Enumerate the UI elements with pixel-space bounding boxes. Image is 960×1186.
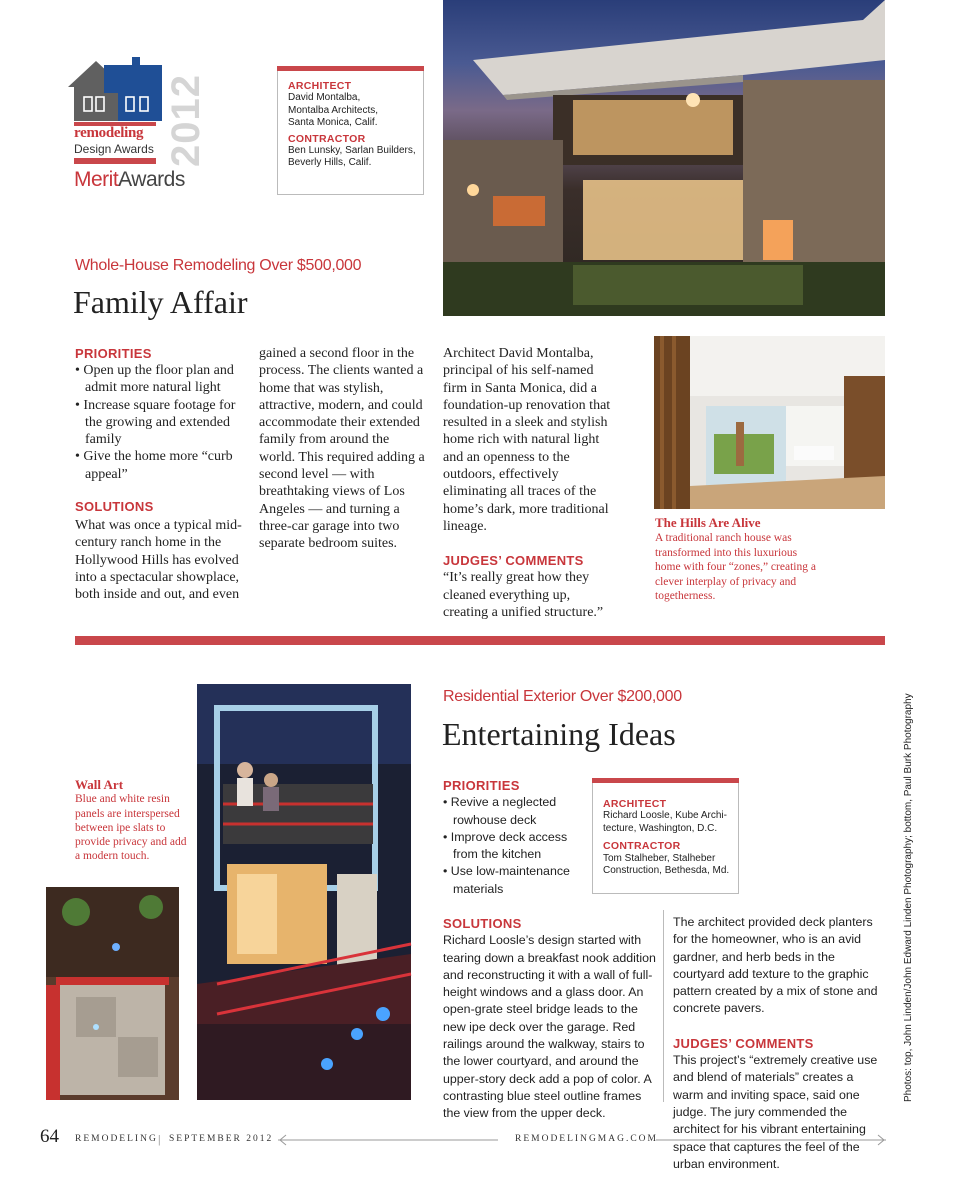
contractor-line: Tom Stalheber, Stalheber [603, 852, 716, 864]
solutions-heading: SOLUTIONS [75, 499, 154, 515]
solutions-text: What was once a typical mid-century ranch home in the Hollywood Hills has evolved into a spectacular showplace, both inside and out, and even [75, 518, 242, 603]
list-item: • Open up the floor plan and admit more natural light [75, 362, 245, 397]
contractor-label: CONTRACTOR [288, 132, 366, 145]
judges-heading: JUDGES’ COMMENTS [443, 553, 584, 569]
column-divider [663, 910, 664, 1102]
footer-issue: SEPTEMBER 2012 [169, 1134, 274, 1144]
contractor-line: Beverly Hills, Calif. [288, 157, 372, 169]
caption-title: The Hills Are Alive [655, 515, 761, 530]
list-item: • Revive a neglected rowhouse deck [443, 794, 583, 829]
contractor-line: Ben Lunsky, Sarlan Builders, [288, 145, 416, 157]
column-2-text [259, 345, 427, 607]
category-label-top: Whole-House Remodeling Over $500,000 [75, 257, 362, 274]
logo-year: 2012 [164, 74, 208, 167]
interior-photo [654, 336, 885, 509]
logo-merit-line [74, 168, 185, 192]
priorities-heading: PRIORITIES [75, 346, 152, 361]
architect-line: tecture, Washington, D.C. [603, 822, 718, 834]
caption-title: Wall Art [75, 777, 124, 792]
caption-top [655, 516, 820, 603]
article-title-top: Family Affair [73, 284, 248, 320]
page-number: 64 [40, 1126, 59, 1147]
footer-website: REMODELINGMAG.COM [515, 1134, 658, 1144]
hero-photo-house-exterior [443, 0, 885, 316]
priorities-heading: PRIORITIES [443, 778, 520, 793]
contractor-line: Construction, Bethesda, Md. [603, 865, 730, 877]
priorities-bottom [443, 777, 583, 898]
list-item: • Use low-maintenance materials [443, 863, 583, 898]
rowhouse-night-photo [197, 684, 411, 1100]
logo-awards: Awards [118, 168, 185, 191]
section-divider [75, 636, 885, 645]
solutions-bottom [443, 915, 657, 1121]
judges-heading: JUDGES’ COMMENTS [673, 1035, 814, 1051]
judges-text: “It’s really great how they cleaned everything up, creating a unified structure.” [443, 570, 604, 620]
footer-magazine: REMODELING [75, 1134, 158, 1144]
list-item: • Give the home more “curb appeal” [75, 448, 245, 483]
solutions-heading: SOLUTIONS [443, 916, 522, 931]
priorities-list [443, 794, 583, 898]
logo-merit: Merit [74, 168, 119, 191]
caption-text: A traditional ranch house was transformed into this luxurious home with four “zones,” creating a clever interplay of privacy and togetherness. [655, 532, 816, 603]
category-label-bottom: Residential Exterior Over $200,000 [443, 688, 682, 705]
architect-label: ARCHITECT [603, 798, 667, 810]
article-title-bottom: Entertaining Ideas [442, 716, 676, 752]
architect-line: Richard Loosle, Kube Archi- [603, 810, 727, 822]
contractor-label: CONTRACTOR [603, 840, 681, 853]
column-1 [75, 345, 245, 515]
architect-line: Santa Monica, Calif. [288, 117, 378, 129]
logo-subtitle: Design Awards [74, 142, 154, 156]
solutions-text-2: Architect David Montalba, principal of his self-named firm in Santa Monica, did a foundation-up renovation that resulted in a sleek and stylish home rich with natural light and an openness to the outdoors, effectively eliminating all traces of the home’s dark, more traditional lineage. [443, 346, 611, 534]
footer-separator: | [158, 1132, 161, 1146]
credits-box-top [277, 66, 424, 195]
credits-box-bottom [592, 778, 739, 894]
architect-line: Montalba Architects, [288, 104, 379, 116]
solutions-text: Richard Loosle’s design started with tearing down a breakfast nook addition and reconstructing it with a wall of full-height windows and a glass door. An open-grate steel bridge leads to the new ipe deck over the garage. Red railings around the walkway, stairs to the lower courtyard, and around the upper-story deck add a pop of color. A contrasting blue steel outline frames the view from the upper deck. [443, 933, 656, 1121]
column-3-text [443, 345, 615, 621]
priorities-list [75, 362, 245, 483]
architect-line: David Montalba, [288, 92, 361, 104]
solutions-text-continued: gained a second floor in the process. The clients wanted a home that was stylish, attractive, modern, and could accommodate their extended family from around the world. This required adding a second level — with breathtaking views of Los Angeles — and turning a three-car garage into two separate bedroom suites. [259, 346, 425, 552]
caption-wall-art [75, 778, 187, 864]
list-item: • Increase square footage for the growing and extended family [75, 397, 245, 449]
architect-label: ARCHITECT [288, 80, 352, 92]
photo-credit: Photos: top, John Linden/John Edward Linden Photography; bottom, Paul Burk Photography [903, 693, 914, 1102]
house-icon [68, 55, 164, 125]
footer [40, 1126, 890, 1150]
solutions-text-block [75, 517, 243, 609]
courtyard-aerial-photo [46, 887, 179, 1100]
judges-text: This project’s “extremely creative use and blend of materials” creates a warm and inviting space, said one judge. The jury commended the architect for his vibrant entertaining space that captures the feel of the urban environment. [673, 1053, 878, 1171]
award-logo [66, 55, 211, 195]
logo-brand: remodeling [74, 125, 144, 141]
caption-text: Blue and white resin panels are interspersed between ipe slats to provide privacy and add a modern touch. [75, 793, 187, 863]
list-item: • Improve deck access from the kitchen [443, 829, 583, 864]
solutions-text-2: The architect provided deck planters for the homeowner, who is an avid gardner, and herb beds in the courtyard add texture to the graphic pattern created by a mix of stone and concrete pavers. [673, 915, 878, 1016]
